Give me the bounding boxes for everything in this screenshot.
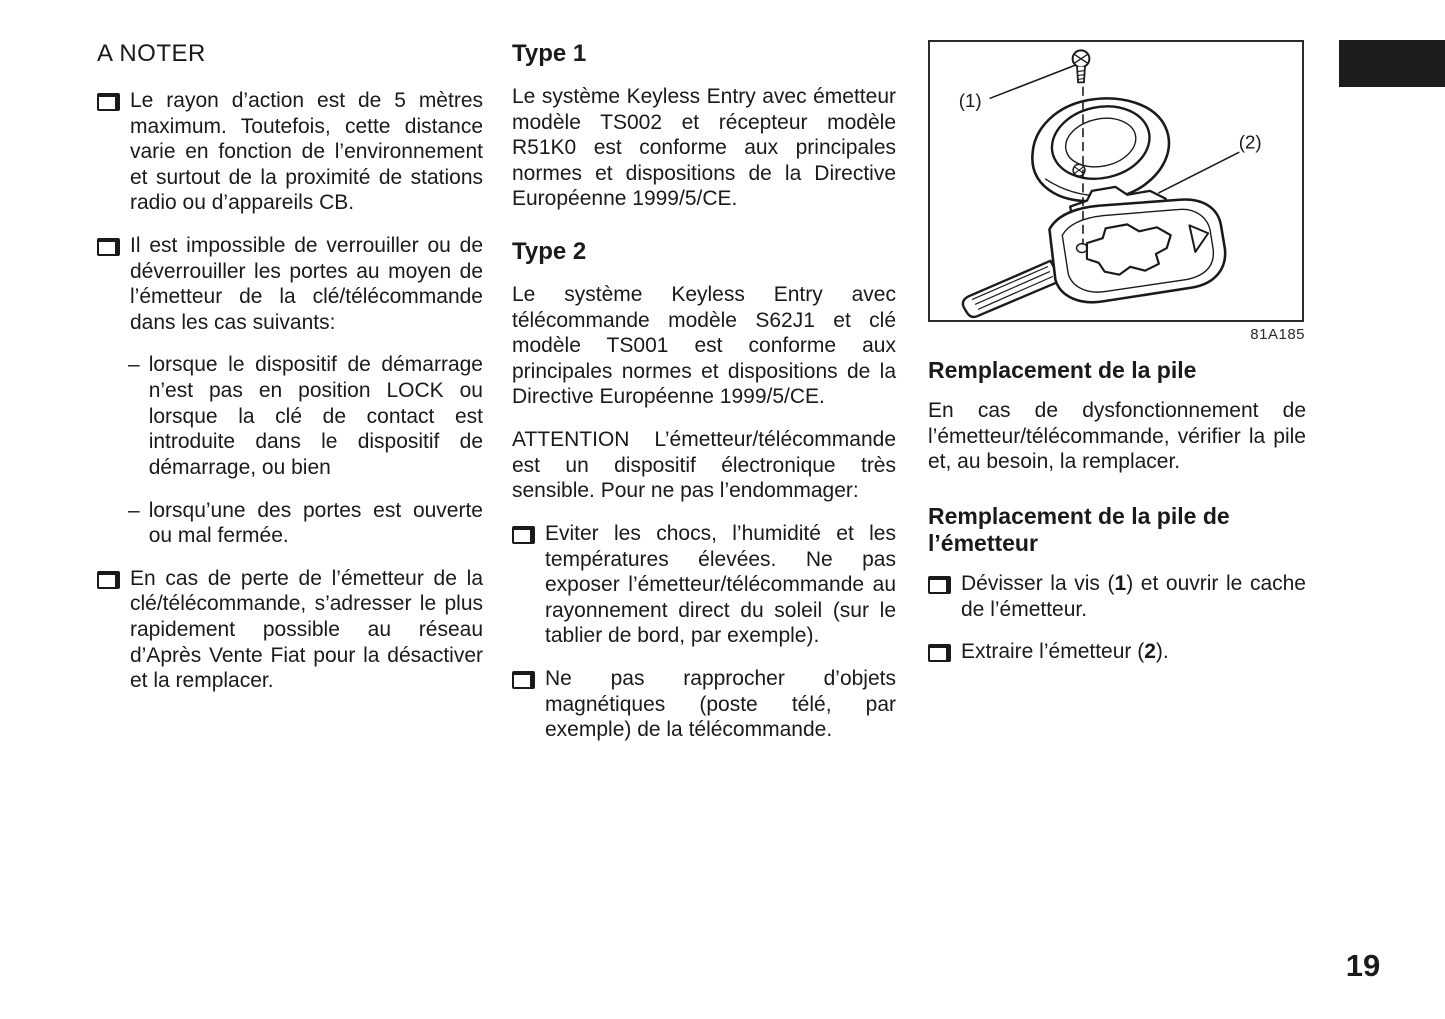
figure-label-1: (1) bbox=[958, 90, 982, 112]
section-heading-type1: Type 1 bbox=[512, 40, 587, 67]
square-bullet-icon bbox=[928, 644, 951, 662]
list-item-text: Le rayon d’action est de 5 mètres maximum. Toutefois, cette distance varie en fonction de l’environnement et surtout de la proximité de stations radio ou d’appareils CB. bbox=[130, 89, 483, 215]
part-number-ref: 1 bbox=[1114, 572, 1127, 596]
key-head-drawing bbox=[1049, 199, 1225, 302]
section-heading-remplacement-pile-emetteur: Remplacement de la pile de l’émetteur bbox=[928, 502, 1230, 557]
dash-bullet: – bbox=[128, 498, 140, 522]
paragraph-remplacement-pile: En cas de dysfonctionnement de l’émetteur/télécommande, vérifier la pile et, au besoin, la remplacer. bbox=[928, 399, 1306, 474]
list-item-text: Eviter les chocs, l’humidité et les températures élevées. Ne pas exposer l’émetteur/télécommande au rayonnement direct du soleil (sur le tablier de bord, par exemple). bbox=[545, 521, 896, 648]
chapter-index-tab bbox=[1339, 40, 1445, 87]
key-blade-drawing bbox=[963, 261, 1061, 317]
paragraph-attention: ATTENTION L’émetteur/télécommande est un dispositif électronique très sensible. Pour ne pas l’endommager: bbox=[512, 428, 896, 503]
square-bullet-icon bbox=[928, 576, 951, 594]
middle-column bbox=[512, 40, 896, 760]
list-item bbox=[928, 639, 1306, 665]
figure-label-2: (2) bbox=[1238, 131, 1262, 153]
section-heading-a-noter: A NOTER bbox=[97, 40, 206, 67]
list-item bbox=[928, 571, 1306, 622]
sub-list-item-text: lorsqu’une des portes est ouverte ou mal fermée. bbox=[148, 498, 483, 548]
list-item-text: Dévisser la vis (1) et ouvrir le cache de l’émetteur. bbox=[961, 572, 1306, 621]
list-item-text: Extraire l’émetteur (2). bbox=[961, 640, 1169, 664]
section-heading-type2: Type 2 bbox=[512, 238, 587, 266]
square-bullet-icon bbox=[512, 526, 535, 544]
square-bullet-icon bbox=[97, 93, 120, 111]
part-number-ref: 2 bbox=[1144, 640, 1156, 664]
right-column bbox=[928, 40, 1306, 682]
list-item bbox=[512, 666, 896, 743]
sub-list-item bbox=[128, 352, 483, 480]
list-item bbox=[97, 566, 483, 694]
dash-bullet: – bbox=[128, 353, 140, 377]
paragraph-type1: Le système Keyless Entry avec émetteur modèle TS002 et récepteur modèle R51K0 est conforme aux principales normes et dispositions de la Directive Européenne 1999/5/CE. bbox=[512, 85, 896, 211]
square-bullet-icon bbox=[512, 671, 535, 689]
list-item-text: Il est impossible de verrouiller ou de déverrouiller les portes au moyen de l’émetteur de la clé/télécommande dans les cas suivants: bbox=[130, 234, 483, 334]
paragraph-type2: Le système Keyless Entry avec télécommande modèle S62J1 et clé modèle TS001 est conforme aux principales normes et dispositions de la Directive Européenne 1999/5/CE. bbox=[512, 283, 896, 409]
square-bullet-icon bbox=[97, 571, 120, 589]
list-item-text: Ne pas rapprocher d’objets magnétiques (poste télé, par exemple) de la télécommande. bbox=[545, 666, 896, 742]
list-item bbox=[97, 233, 483, 335]
emitter-cover-drawing bbox=[1032, 98, 1169, 202]
sub-list-item bbox=[128, 498, 483, 549]
sub-list-item-text: lorsque le dispositif de démarrage n’est pas en position LOCK ou lorsque la clé de contact est introduite dans le dispositif de démarrage, ou bien bbox=[148, 353, 483, 479]
leader-line-2 bbox=[1159, 152, 1239, 192]
figure-code: 81A185 bbox=[1250, 326, 1305, 343]
leader-line-1 bbox=[990, 66, 1074, 99]
list-item bbox=[97, 88, 483, 216]
screw-drawing bbox=[1073, 50, 1090, 82]
square-bullet-icon bbox=[97, 238, 120, 256]
section-heading-remplacement-pile: Remplacement de la pile bbox=[928, 357, 1197, 383]
page-number: 19 bbox=[1345, 948, 1381, 983]
list-item-text: En cas de perte de l’émetteur de la clé/télécommande, s’adresser le plus rapidement possible au réseau d’Après Vente Fiat pour la désactiver et la remplacer. bbox=[130, 566, 483, 693]
left-column bbox=[97, 40, 483, 711]
list-item bbox=[512, 521, 896, 649]
key-exploded-diagram bbox=[930, 42, 1302, 320]
figure-box bbox=[928, 40, 1304, 322]
